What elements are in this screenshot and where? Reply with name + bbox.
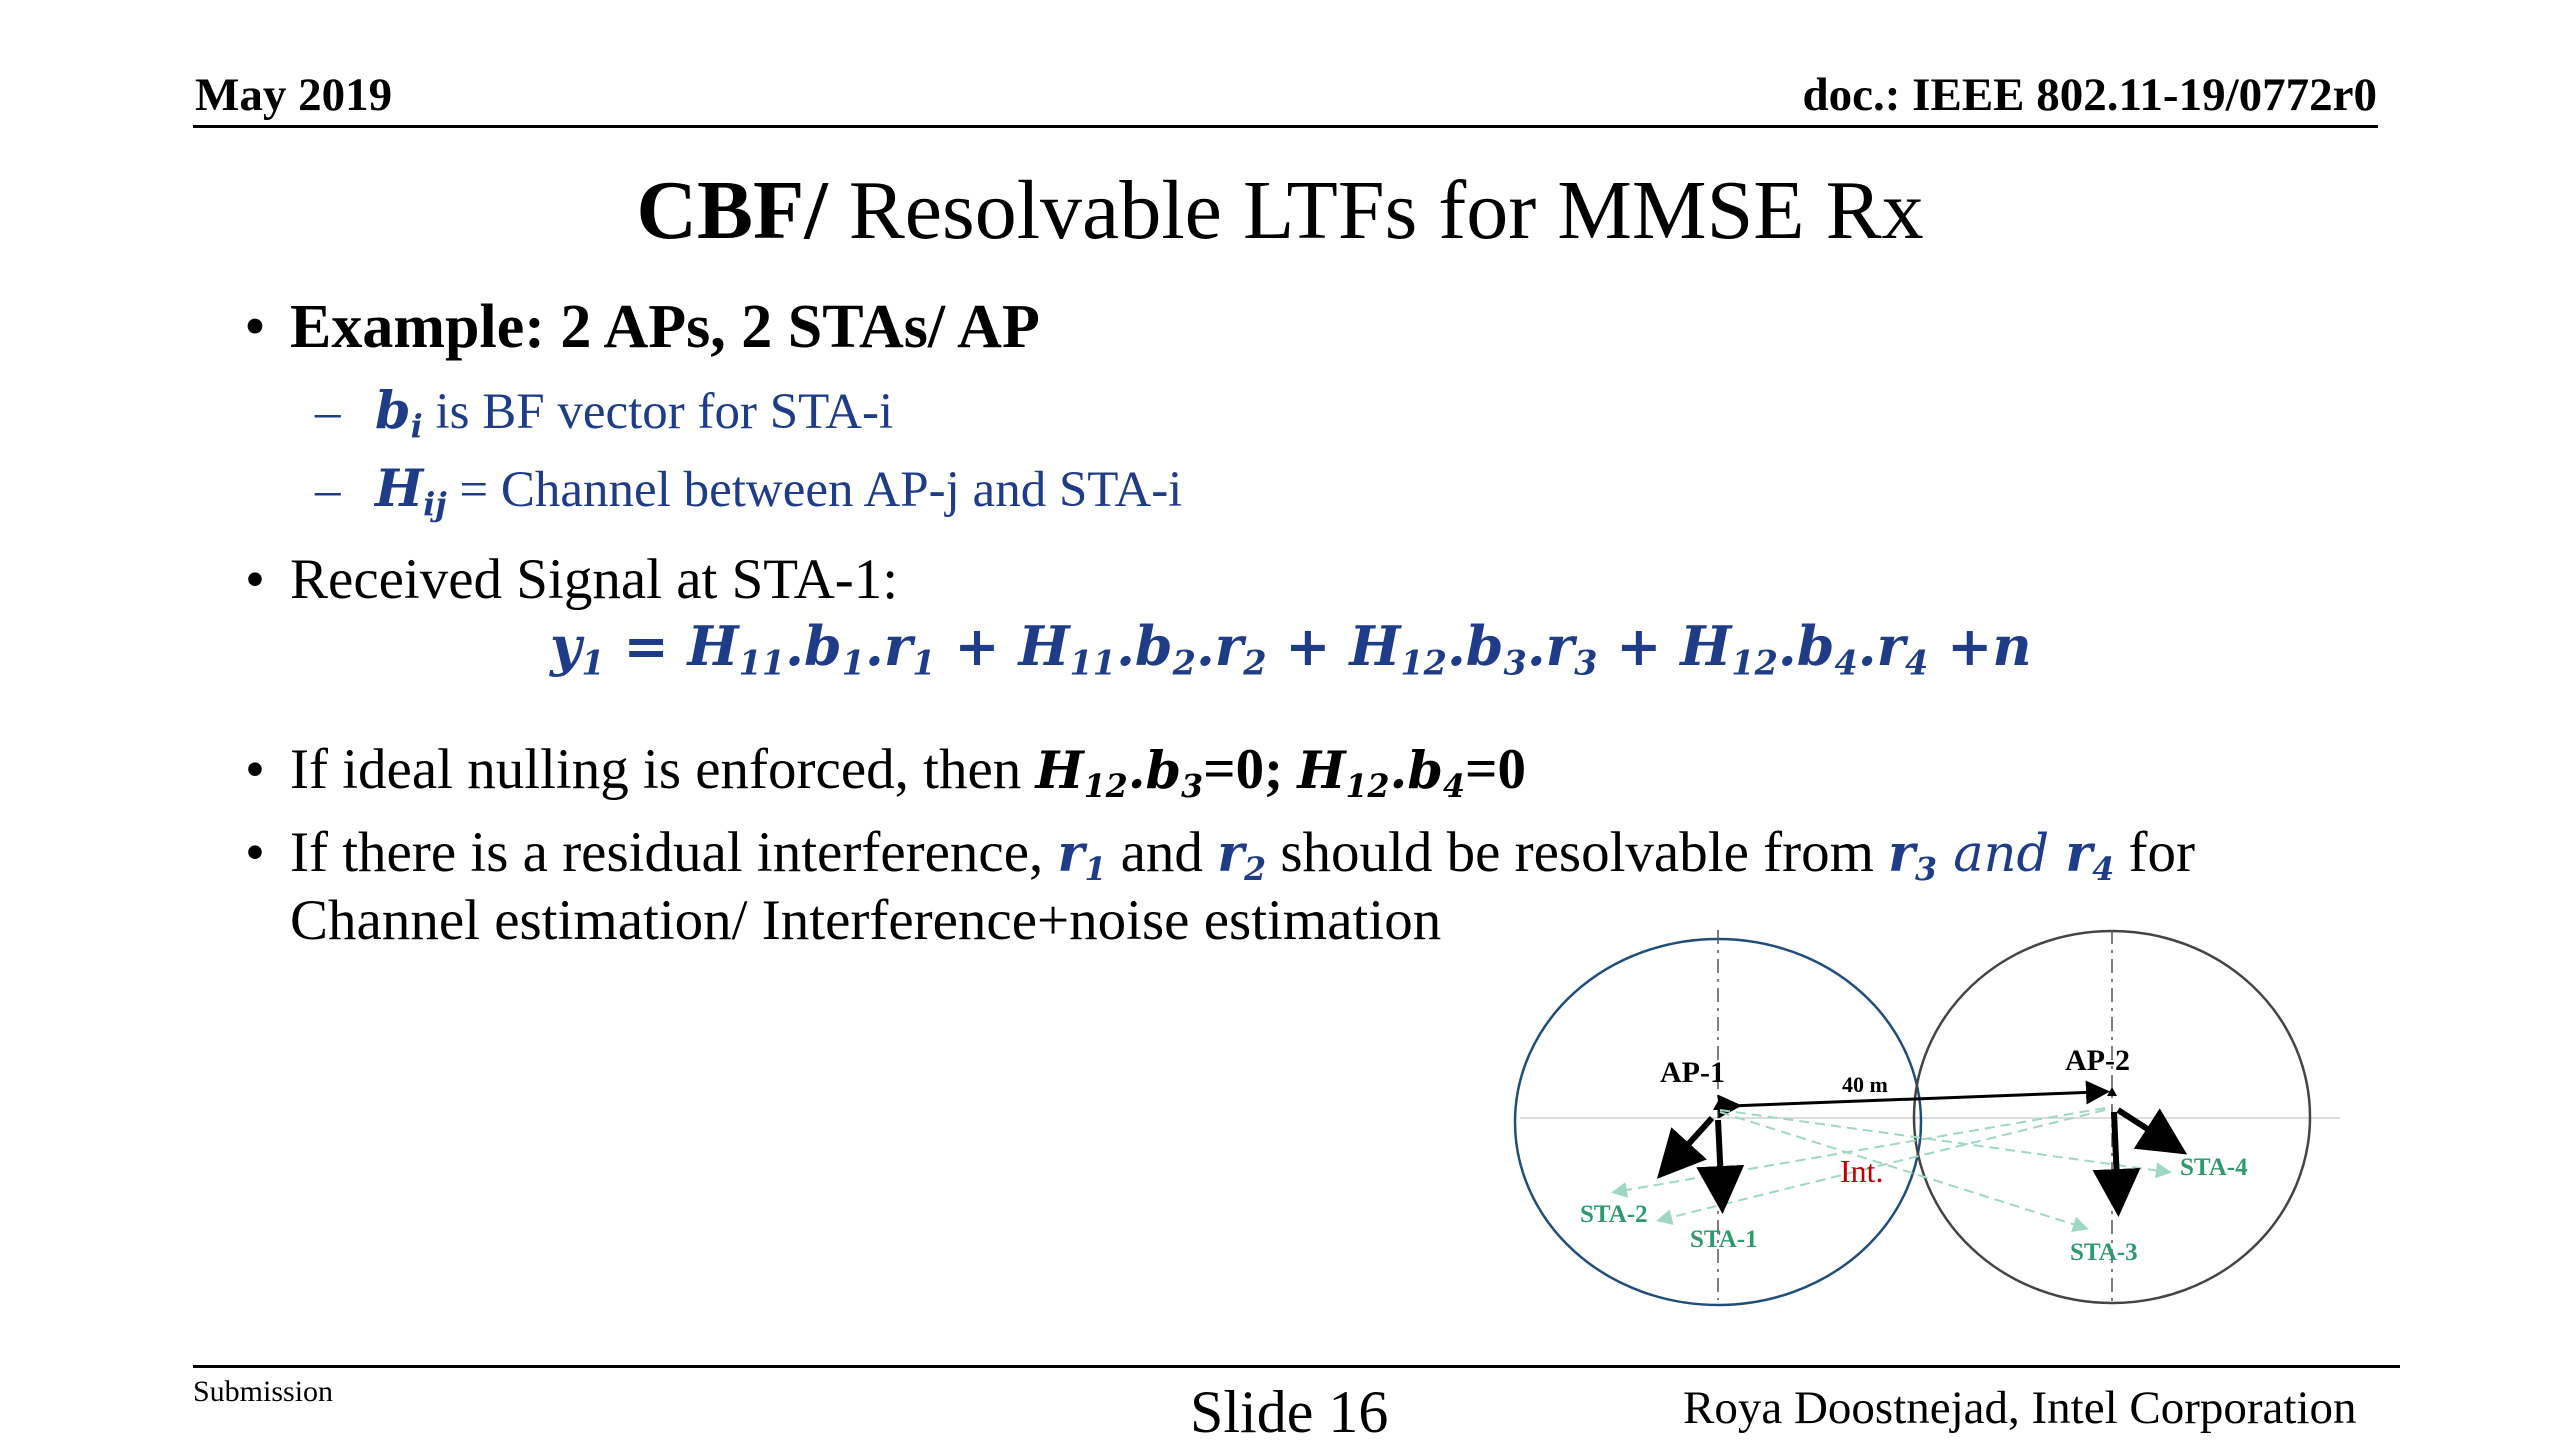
interference-label: Int.: [1840, 1153, 1884, 1189]
bullet-residual-interference: • If there is a residual interference, $r_1$ and $r_2$ should be resolvable from $r_3$ and $r_4$ for: [245, 821, 2195, 888]
bullet-example: • Example: 2 APs, 2 STAs/ AP: [244, 293, 1040, 361]
header-date: May 2019: [195, 69, 393, 121]
header-doc-id: doc.: IEEE 802.11-19/0772r0: [1802, 69, 2377, 121]
int-line-ap1-sta3: [1720, 1112, 2085, 1228]
ap2-marker: [2107, 1087, 2117, 1096]
sta2-label: STA-2: [1580, 1201, 1648, 1228]
sta1-label: STA-1: [1690, 1226, 1758, 1253]
beam-ap2-sta3: [2114, 1112, 2118, 1205]
footer-rule: [193, 1365, 2400, 1368]
sta4-label: STA-4: [2180, 1154, 2248, 1181]
ap1-marker: [1713, 1101, 1723, 1110]
ap1-label: AP-1: [1660, 1056, 1725, 1089]
footer-author: Roya Doostnejad, Intel Corporation: [1683, 1382, 2357, 1434]
subbullet-bf-vector: – $b_i$ is BF vector for STA-i: [315, 381, 894, 445]
bullet-ideal-nulling: • If ideal nulling is enforced, then $H_{12}.b_3=0$; $H_{12}.b_4=0$: [245, 738, 1526, 805]
beam-ap1-sta1: [1718, 1120, 1722, 1202]
footer-submission: Submission: [193, 1375, 334, 1408]
beam-ap1-sta2: [1665, 1118, 1712, 1170]
received-signal-equation: $y_1 = H_{11}.b_1.r_1 + H_{11}.b_2.r_2 + H_{12}.b_3.r_3 + H_{12}.b_4.r_4 +n$: [550, 614, 2032, 683]
slide-title: CBF/ Resolvable LTFs for MMSE Rx: [636, 164, 1924, 257]
subbullet-channel: – $H_{ij}$ = Channel between AP-j and STA-i: [315, 459, 1183, 523]
cell-diagram: [1500, 920, 2350, 1320]
sta3-label: STA-3: [2070, 1239, 2138, 1266]
ap2-label: AP-2: [2065, 1044, 2130, 1077]
distance-label: 40 m: [1842, 1072, 1888, 1097]
beam-ap2-sta4: [2118, 1110, 2177, 1148]
footer-slide-number: Slide 16: [1190, 1379, 1389, 1445]
bullet-received-signal: • Received Signal at STA-1:: [245, 548, 899, 611]
header-rule: [193, 125, 2378, 128]
bullet-residual-line2: Channel estimation/ Interference+noise estimation: [290, 889, 1442, 952]
